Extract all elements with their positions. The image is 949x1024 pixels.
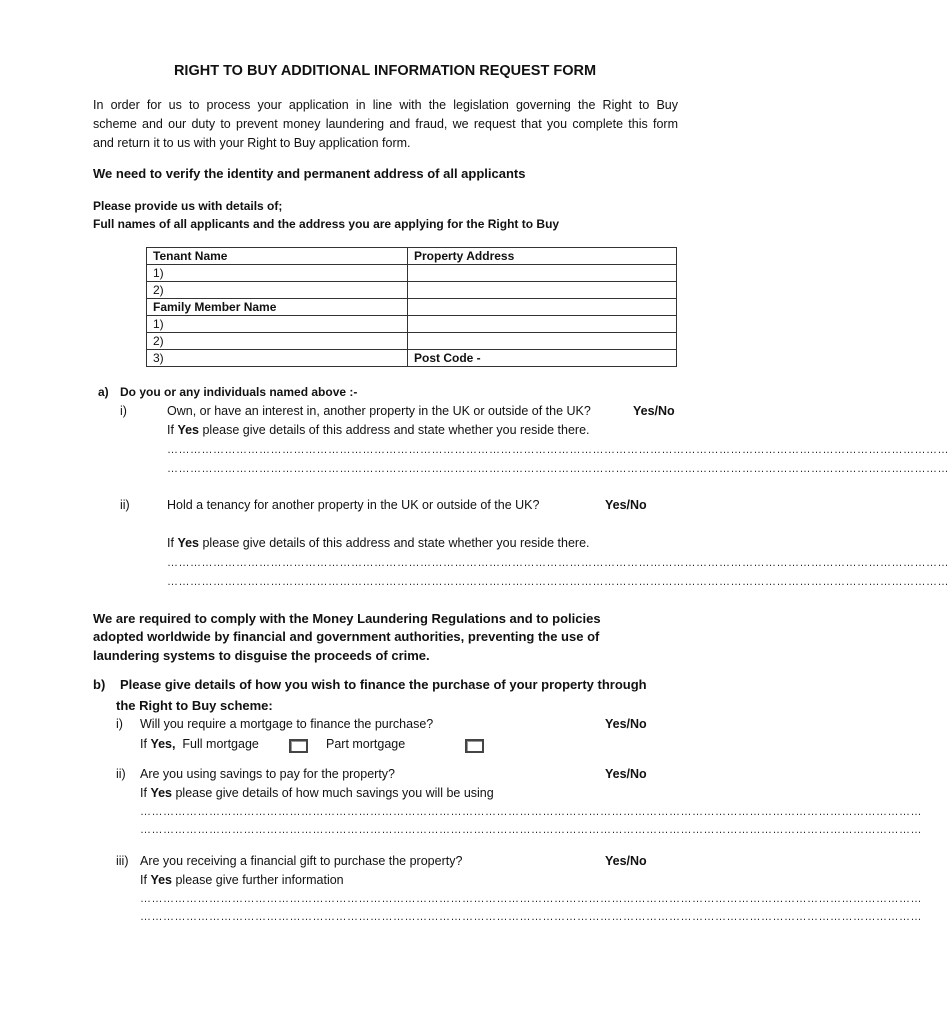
money-laundering-line-2: adopted worldwide by financial and government authorities, preventing the use of xyxy=(93,629,600,644)
applicants-table xyxy=(146,247,677,367)
verify-heading: We need to verify the identity and permanent address of all applicants xyxy=(93,166,526,181)
family-3-cell[interactable]: 3) xyxy=(147,350,408,367)
section-b-heading-2: the Right to Buy scheme: xyxy=(116,698,273,713)
table-row[interactable] xyxy=(147,350,677,367)
if-label: If xyxy=(140,737,147,751)
address-cell[interactable] xyxy=(408,333,677,350)
q-a-i-text: Own, or have an interest in, another property in the UK or outside of the UK? xyxy=(167,404,591,418)
intro-paragraph xyxy=(93,96,678,153)
table-row[interactable] xyxy=(147,316,677,333)
q-b-iii-num: iii) xyxy=(116,854,129,868)
full-mortgage-label: Full mortgage xyxy=(182,737,259,751)
if-text: please give details of this address and state whether you reside there. xyxy=(202,536,590,550)
table-row[interactable] xyxy=(147,282,677,299)
property-address-header: Property Address xyxy=(408,248,677,265)
tenant-1-cell[interactable]: 1) xyxy=(147,265,408,282)
q-b-iii-text: Are you receiving a financial gift to purchase the property? xyxy=(140,854,463,868)
intro-line-2: scheme and our duty to prevent money laundering and fraud, we request that you complete this form xyxy=(93,117,678,131)
details-line-2: Full names of all applicants and the address you are applying for the Right to Buy xyxy=(93,217,560,231)
full-mortgage-checkbox[interactable] xyxy=(289,739,308,753)
address-cell[interactable] xyxy=(408,282,677,299)
intro-line-3: and return it to us with your Right to Buy application form. xyxy=(93,136,411,150)
table-row xyxy=(147,299,677,316)
address-cell[interactable] xyxy=(408,316,677,333)
address-cell[interactable] xyxy=(408,265,677,282)
q-a-ii-text: Hold a tenancy for another property in the UK or outside of the UK? xyxy=(167,498,540,512)
table-row[interactable] xyxy=(147,333,677,350)
if-label: If xyxy=(140,786,147,800)
yes-label: Yes xyxy=(177,536,199,550)
yes-label: Yes xyxy=(150,786,172,800)
q-b-i-if-yes xyxy=(140,737,259,751)
if-label: If xyxy=(167,423,174,437)
q-a-i-num: i) xyxy=(120,404,127,418)
tenant-name-header: Tenant Name xyxy=(147,248,408,265)
q-a-ii-num: ii) xyxy=(120,498,130,512)
q-b-i-num: i) xyxy=(116,717,123,731)
part-mortgage-label: Part mortgage xyxy=(326,737,406,751)
post-code-cell[interactable]: Post Code - xyxy=(408,350,677,367)
q-b-i-text: Will you require a mortgage to finance the purchase? xyxy=(140,717,434,731)
address-cell[interactable] xyxy=(408,299,677,316)
section-a-label: a) xyxy=(98,385,109,399)
details-line-1: Please provide us with details of; xyxy=(93,199,283,213)
section-b-label: b) xyxy=(93,677,106,692)
q-b-iii-yesno[interactable]: Yes/No xyxy=(605,854,647,868)
if-text: please give further information xyxy=(175,873,344,887)
if-text: please give details of this address and state whether you reside there. xyxy=(202,423,590,437)
part-mortgage-checkbox[interactable] xyxy=(465,739,484,753)
intro-line-1: In order for us to process your application in line with the legislation governing the Right to Buy xyxy=(93,98,678,112)
answer-line[interactable]: …………………………………………………………………………………………………………………………………………………………………………………… xyxy=(167,576,949,588)
answer-line[interactable]: …………………………………………………………………………………………………………………………………………………………………………………… xyxy=(140,806,922,818)
answer-line[interactable]: …………………………………………………………………………………………………………………………………………………………………………………… xyxy=(167,444,949,456)
q-b-i-yesno[interactable]: Yes/No xyxy=(605,717,647,731)
family-2-cell[interactable]: 2) xyxy=(147,333,408,350)
yes-label: Yes, xyxy=(150,737,176,751)
q-a-ii-if-yes xyxy=(167,536,590,550)
family-member-header: Family Member Name xyxy=(147,299,408,316)
q-b-iii-if-yes xyxy=(140,873,344,887)
answer-line[interactable]: …………………………………………………………………………………………………………………………………………………………………………………… xyxy=(140,911,922,923)
family-1-cell[interactable]: 1) xyxy=(147,316,408,333)
answer-line[interactable]: …………………………………………………………………………………………………………………………………………………………………………………… xyxy=(140,893,922,905)
q-b-ii-num: ii) xyxy=(116,767,126,781)
if-text: please give details of how much savings you will be using xyxy=(175,786,494,800)
answer-line[interactable]: …………………………………………………………………………………………………………………………………………………………………………………… xyxy=(167,463,949,475)
section-a-heading: Do you or any individuals named above :- xyxy=(120,385,358,399)
table-row[interactable] xyxy=(147,265,677,282)
money-laundering-line-3: laundering systems to disguise the proceeds of crime. xyxy=(93,648,430,663)
answer-line[interactable]: …………………………………………………………………………………………………………………………………………………………………………………… xyxy=(167,557,949,569)
q-b-ii-text: Are you using savings to pay for the property? xyxy=(140,767,396,781)
q-b-ii-if-yes xyxy=(140,786,494,800)
yes-label: Yes xyxy=(150,873,172,887)
if-label: If xyxy=(167,536,174,550)
tenant-2-cell[interactable]: 2) xyxy=(147,282,408,299)
yes-label: Yes xyxy=(177,423,199,437)
q-b-ii-yesno[interactable]: Yes/No xyxy=(605,767,647,781)
if-label: If xyxy=(140,873,147,887)
q-a-i-yesno[interactable]: Yes/No xyxy=(633,404,675,418)
q-a-i-if-yes xyxy=(167,423,590,437)
section-b-heading-1: Please give details of how you wish to finance the purchase of your property through xyxy=(120,677,647,692)
page-title: RIGHT TO BUY ADDITIONAL INFORMATION REQUEST FORM xyxy=(173,63,597,79)
q-a-ii-yesno[interactable]: Yes/No xyxy=(605,498,647,512)
table-row xyxy=(147,248,677,265)
answer-line[interactable]: …………………………………………………………………………………………………………………………………………………………………………………… xyxy=(140,824,922,836)
money-laundering-line-1: We are required to comply with the Money Laundering Regulations and to policies xyxy=(93,611,601,626)
